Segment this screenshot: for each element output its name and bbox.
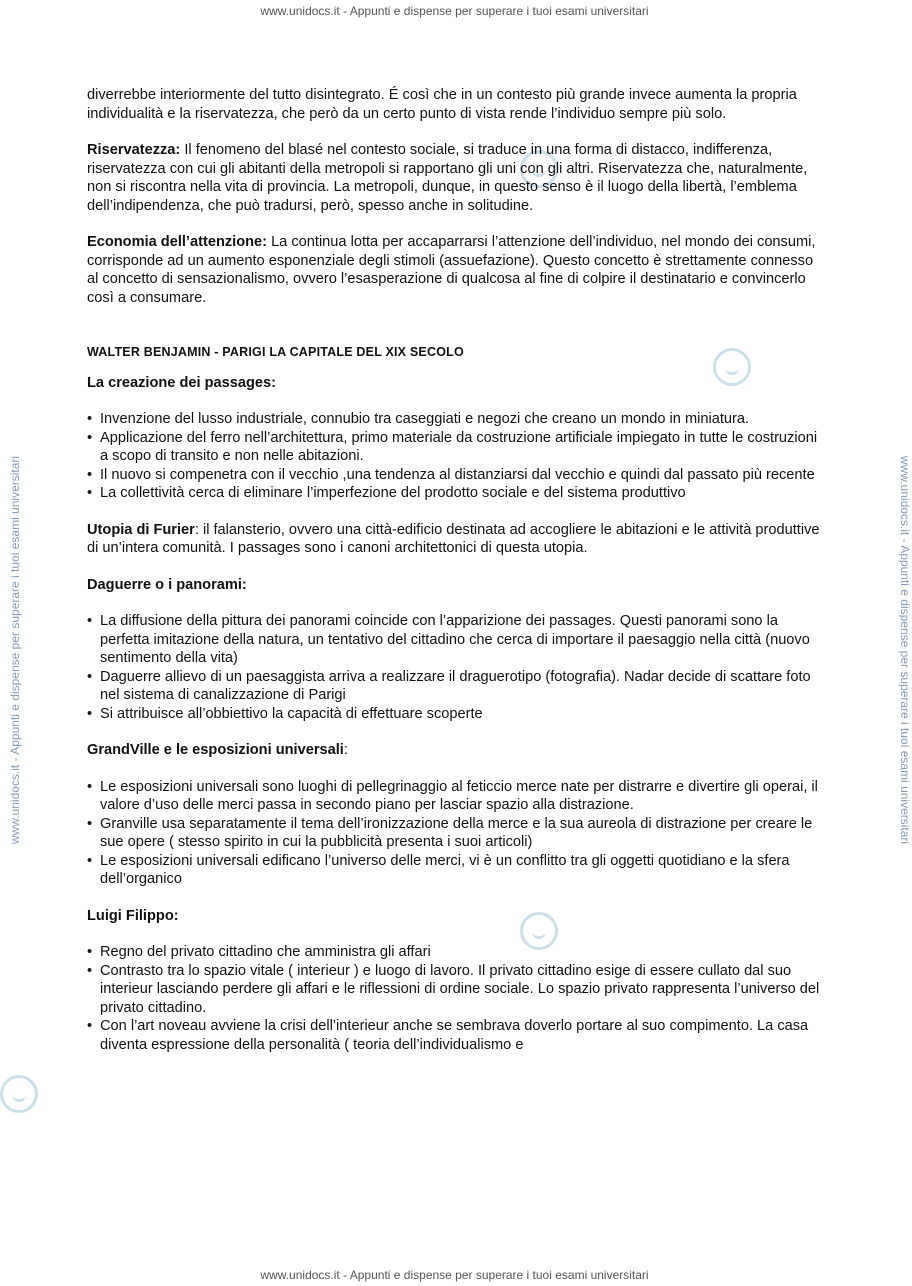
list-item: • Daguerre allievo di un paesaggista arriva a realizzare il draguerotipo (fotografia). Nadar decide di scattare foto nel sistema di canalizzazione di Parigi <box>87 668 827 705</box>
riservatezza-text: Il fenomeno del blasé nel contesto sociale, si traduce in una forma di distacco, indifferenza, riservatezza con cui gli abitanti della metropoli si rapportano gli uni con gli altri. Riservatezza che, naturalmente, non si riscontra nella vita di provincia. La metropoli, dunque, in questo senso è il luogo della libertà, l’emblema dell’indipendenza, che può tradursi, però, spesso anche in solitudine. <box>87 142 808 214</box>
list-item: • Con l’art noveau avviene la crisi dell’interieur anche se sembrava doverlo portare al suo compimento. La casa diventa espressione della personalità ( teoria dell’individualismo e <box>87 1017 827 1054</box>
list-item: • Regno del privato cittadino che amministra gli affari <box>87 943 827 962</box>
riservatezza-paragraph <box>87 141 827 215</box>
section-title: WALTER BENJAMIN - PARIGI LA CAPITALE DEL XIX SECOLO <box>87 345 464 359</box>
filippo-list <box>87 943 827 1054</box>
filippo-title: Luigi Filippo: <box>87 907 179 924</box>
list-item: • Contrasto tra lo spazio vitale ( interieur ) e luogo di lavoro. Il privato cittadino esige di essere cullato dal suo interieur lasciando perdere gli affari e le riflessioni di ordine sociale. Lo spazio privato rappresenta l’universo del privato cittadino. <box>87 962 827 1018</box>
watermark-footer: www.unidocs.it - Appunti e dispense per superare i tuoi esami universitari <box>260 1268 649 1282</box>
list-item: • Le esposizioni universali sono luoghi di pellegrinaggio al feticcio merce nate per distrarre e divertire gli operai, il valore d’uso delle merci passa in secondo piano per lasciar spazio alla distrazione. <box>87 778 827 815</box>
unidocs-logo-icon <box>0 1075 38 1113</box>
list-item: • La collettività cerca di eliminare l’imperfezione del prodotto sociale e del sistema produttivo <box>87 484 827 503</box>
economia-label: Economia dell’attenzione: <box>87 234 268 250</box>
passages-list <box>87 410 827 503</box>
grandville-list <box>87 778 827 889</box>
list-item: • Applicazione del ferro nell’architettura, primo materiale da costruzione artificiale impiegato in tutte le costruzioni a scopo di transito e non nelle abitazioni. <box>87 429 827 466</box>
list-item: • Le esposizioni universali edificano l’universo delle merci, vi è un conflitto tra gli oggetti quotidiano e la sfera dell’organico <box>87 852 827 889</box>
utopia-label: Utopia di Furier <box>87 521 195 538</box>
list-item: • Il nuovo si compenetra con il vecchio ,una tendenza al distanziarsi dal vecchio e quindi dal passato più recente <box>87 466 827 485</box>
utopia-text: : il falansterio, ovvero una città-edificio destinata ad accogliere le abitazioni e le attività produttive di un’intera comunità. I passages sono i canoni architettonici di questa utopia. <box>87 521 820 556</box>
list-item: • Invenzione del lusso industriale, connubio tra caseggiati e negozi che creano un mondo in miniatura. <box>87 410 827 429</box>
list-item: • Si attribuisce all’obbiettivo la capacità di effettuare scoperte <box>87 705 827 724</box>
grandville-title-text: GrandVille e le esposizioni universali <box>87 742 344 758</box>
grandville-title-suffix: : <box>343 742 348 758</box>
list-item: • La diffusione della pittura dei panorami coincide con l’apparizione dei passages. Questi panorami sono la perfetta imitazione della natura, un tentativo del cittadino che cerca di importare il paesaggio nella città (nuovo sentimento della vita) <box>87 612 827 668</box>
grandville-title <box>87 741 827 760</box>
economia-text: La continua lotta per accaparrarsi l’attenzione dell’individuo, nel mondo dei consumi, corrisponde ad un aumento esponenziale degli stimoli (assuefazione). Questo concetto è strettamente connesso al concetto di sensazionalismo, ovvero l’esasperazione di qualcosa al fine di colpire il destinatario e convincerlo così a consumare. <box>87 234 816 306</box>
passages-title: La creazione dei passages: <box>87 374 276 391</box>
watermark-header: www.unidocs.it - Appunti e dispense per superare i tuoi esami universitari <box>260 4 649 18</box>
list-item: • Granville usa separatamente il tema dell’ironizzazione della merce e la sua aureola di distrazione per creare le sue opere ( stesso spirito in cui la pubblicità presenta i suoi articoli) <box>87 815 827 852</box>
daguerre-list <box>87 612 827 723</box>
daguerre-title: Daguerre o i panorami: <box>87 576 247 593</box>
utopia-paragraph <box>87 521 827 558</box>
riservatezza-label: Riservatezza: <box>87 142 181 158</box>
intro-paragraph: diverrebbe interiormente del tutto disintegrato. É così che in un contesto più grande invece aumenta la propria individualità e la riservatezza, che però da un certo punto di vista rende l’individuo sempre più solo. <box>87 87 797 122</box>
watermark-side-right: www.unidocs.it - Appunti e dispense per superare i tuoi esami universitari <box>898 455 912 845</box>
document-body <box>87 86 827 1072</box>
watermark-side-left: www.unidocs.it - Appunti e dispense per superare i tuoi esami universitari <box>8 455 22 845</box>
economia-paragraph <box>87 233 827 307</box>
